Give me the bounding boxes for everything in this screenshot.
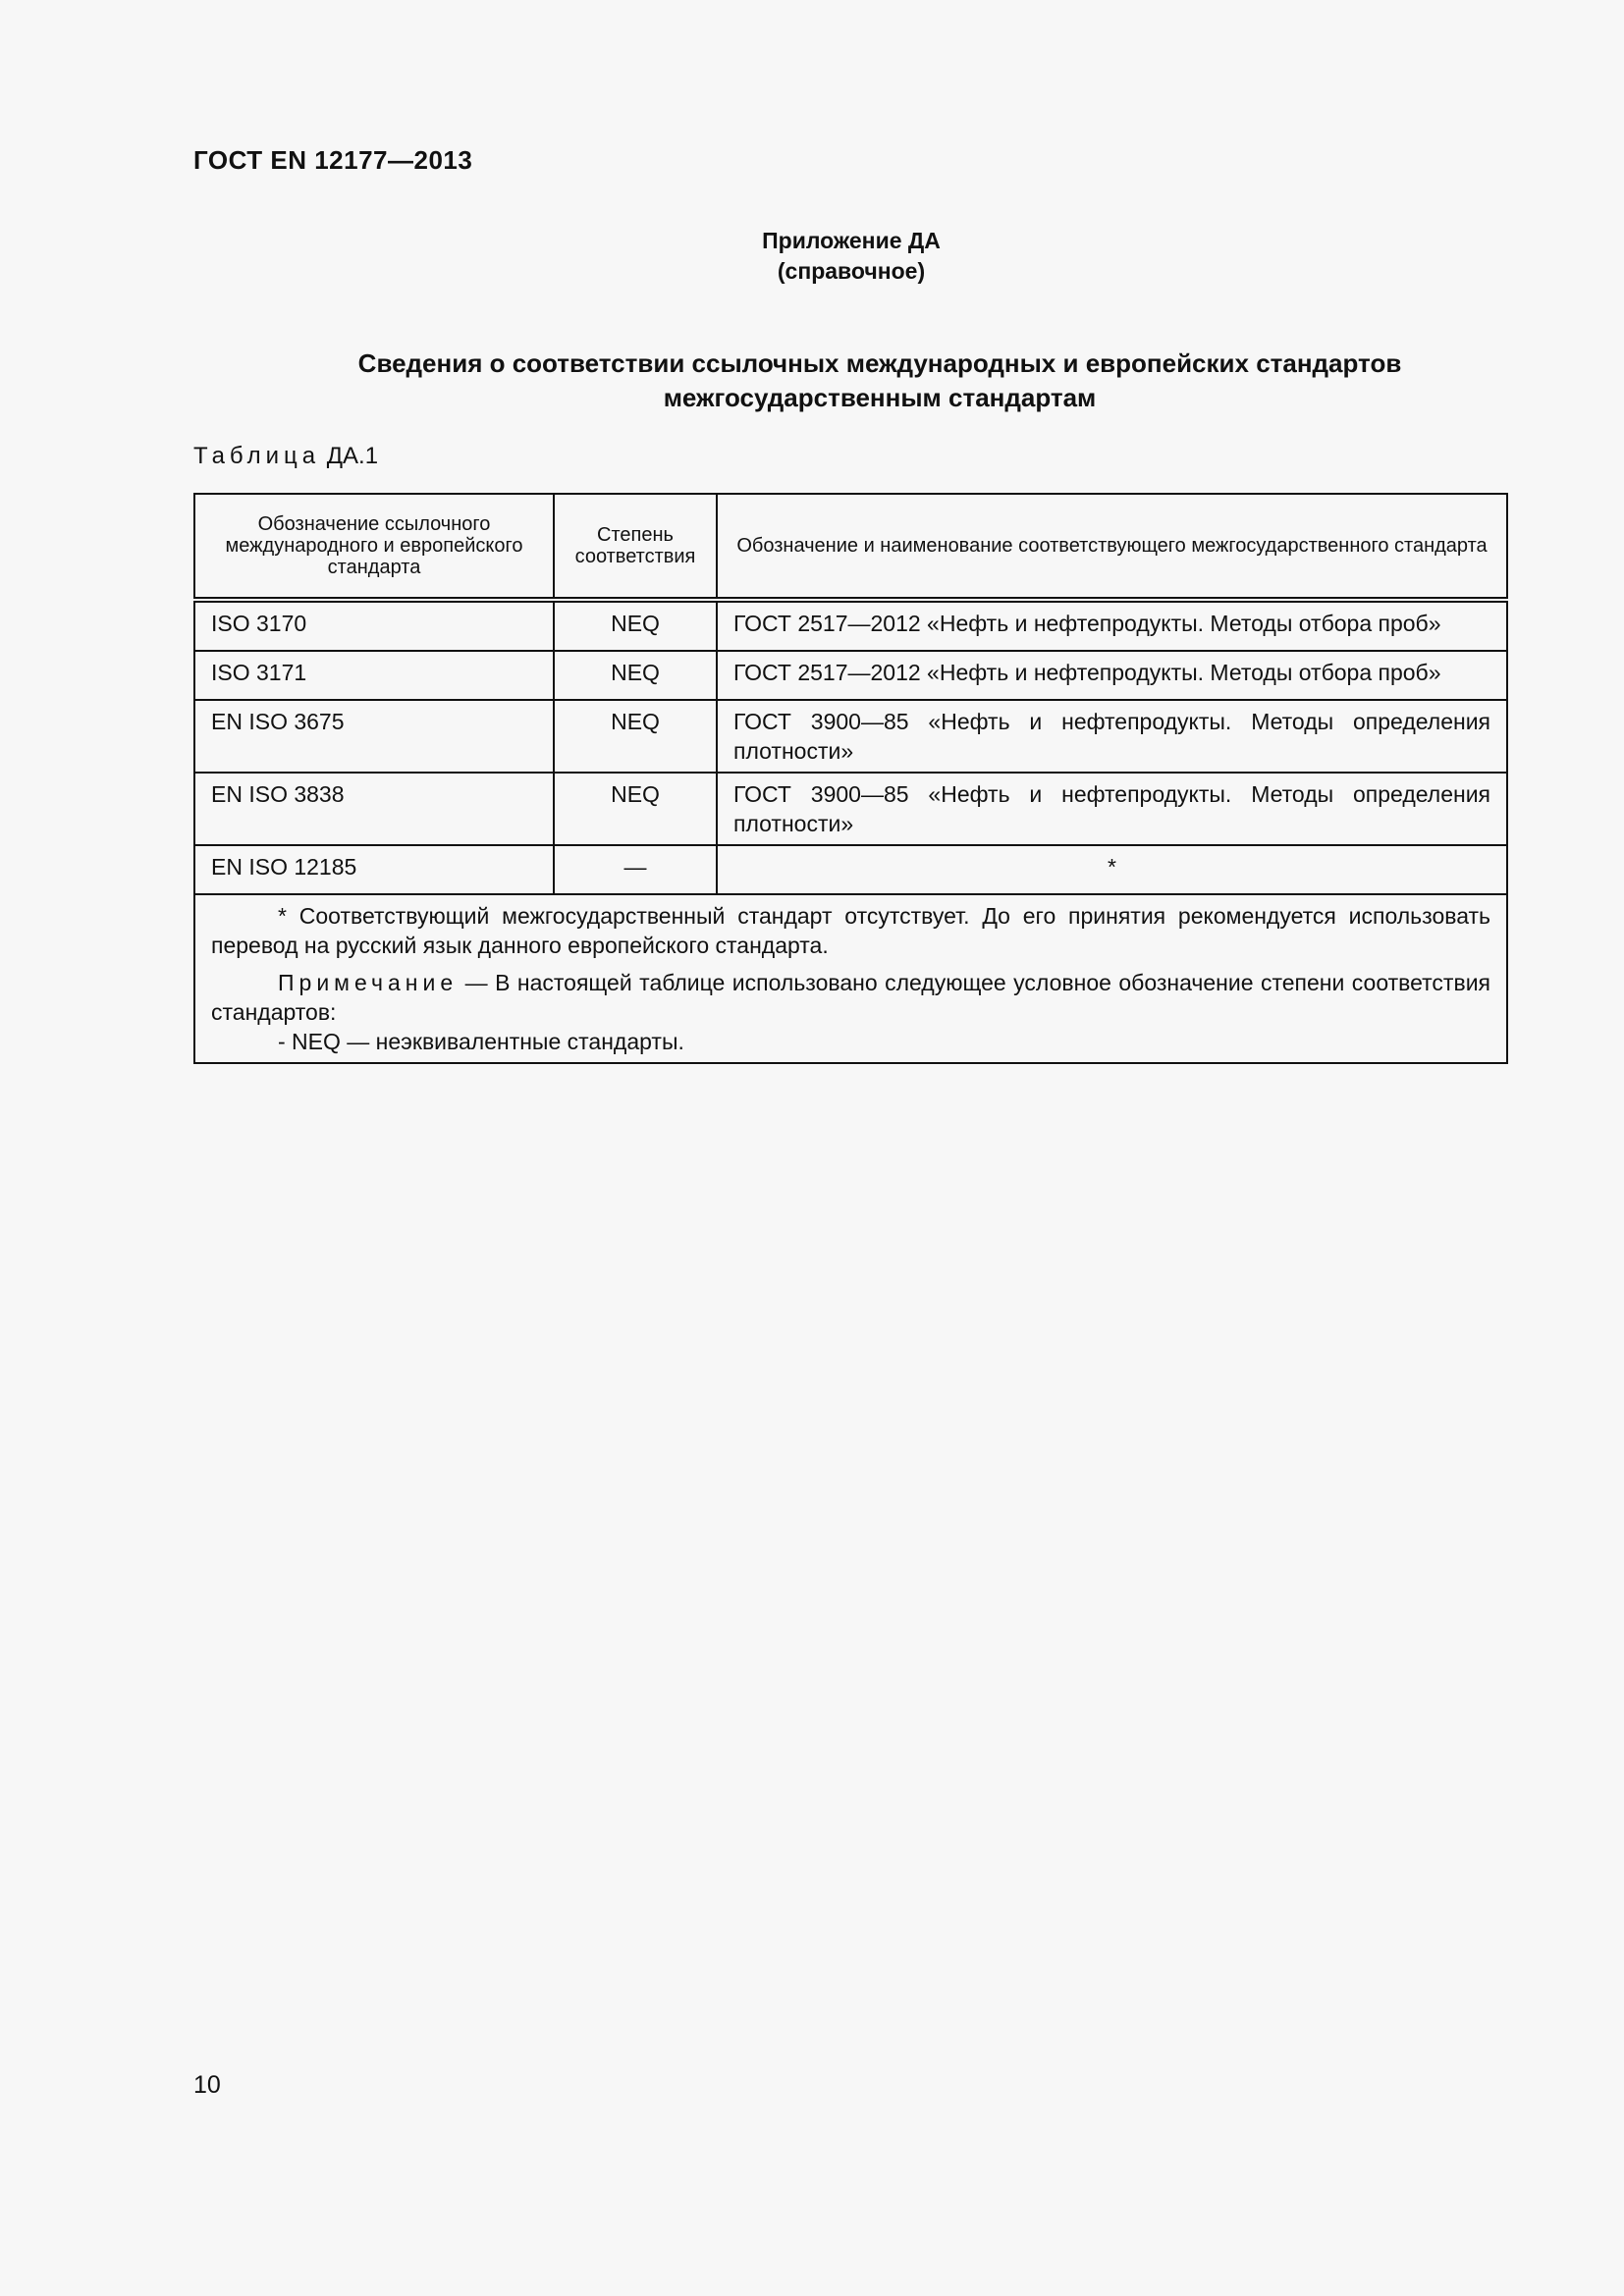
cell-reference: EN ISO 12185 bbox=[194, 845, 554, 894]
cell-national: ГОСТ 2517—2012 «Нефть и нефтепродукты. Методы отбора проб» bbox=[717, 651, 1507, 700]
table-caption-number: ДА.1 bbox=[326, 443, 379, 469]
table-notes bbox=[194, 894, 1507, 1063]
table-row bbox=[194, 700, 1507, 773]
note-label: Примечание bbox=[278, 970, 459, 995]
annex-heading bbox=[0, 226, 1624, 287]
table-note bbox=[211, 968, 1490, 1027]
table-footnote: * Соответствующий межгосударственный стандарт отсутствует. До его принятия рекомендуется использовать перевод на русский язык данного европейского стандарта. bbox=[211, 903, 1490, 958]
note-text: — В настоящей таблице использовано следующее условное обозначение степени соответствия стандартов: bbox=[211, 970, 1490, 1025]
cell-degree: NEQ bbox=[554, 600, 717, 651]
header-national-standard: Обозначение и наименование соответствующего межгосударственного стандарта bbox=[717, 494, 1507, 600]
cell-degree: NEQ bbox=[554, 773, 717, 845]
table-row bbox=[194, 845, 1507, 894]
header-degree: Степень соответствия bbox=[554, 494, 717, 600]
cell-degree: NEQ bbox=[554, 651, 717, 700]
header-reference-standard: Обозначение ссылочного международного и европейского стандарта bbox=[194, 494, 554, 600]
table-row bbox=[194, 651, 1507, 700]
cell-reference: EN ISO 3675 bbox=[194, 700, 554, 773]
document-number: ГОСТ EN 12177—2013 bbox=[193, 145, 473, 175]
table-caption-label: Таблица bbox=[193, 443, 321, 469]
table-caption bbox=[193, 443, 378, 470]
standards-correspondence-table bbox=[193, 493, 1508, 1064]
section-title-line2: межгосударственным стандартам bbox=[663, 383, 1097, 412]
annex-subtitle: (справочное) bbox=[777, 258, 926, 284]
cell-degree: — bbox=[554, 845, 717, 894]
cell-national: ГОСТ 3900—85 «Нефть и нефтепродукты. Методы определения плотности» bbox=[717, 773, 1507, 845]
section-title-line1: Сведения о соответствии ссылочных международных и европейских стандартов bbox=[357, 348, 1402, 378]
table-row bbox=[194, 773, 1507, 845]
table-notes-row bbox=[194, 894, 1507, 1063]
table-row bbox=[194, 600, 1507, 651]
cell-national: ГОСТ 2517—2012 «Нефть и нефтепродукты. Методы отбора проб» bbox=[717, 600, 1507, 651]
cell-reference: EN ISO 3838 bbox=[194, 773, 554, 845]
cell-reference: ISO 3171 bbox=[194, 651, 554, 700]
cell-reference: ISO 3170 bbox=[194, 600, 554, 651]
note-item: - NEQ — неэквивалентные стандарты. bbox=[278, 1029, 684, 1054]
page-number: 10 bbox=[193, 2071, 221, 2099]
annex-title: Приложение ДА bbox=[762, 228, 941, 253]
section-title bbox=[193, 347, 1507, 415]
cell-national: ГОСТ 3900—85 «Нефть и нефтепродукты. Методы определения плотности» bbox=[717, 700, 1507, 773]
cell-national: * bbox=[717, 845, 1507, 894]
cell-degree: NEQ bbox=[554, 700, 717, 773]
